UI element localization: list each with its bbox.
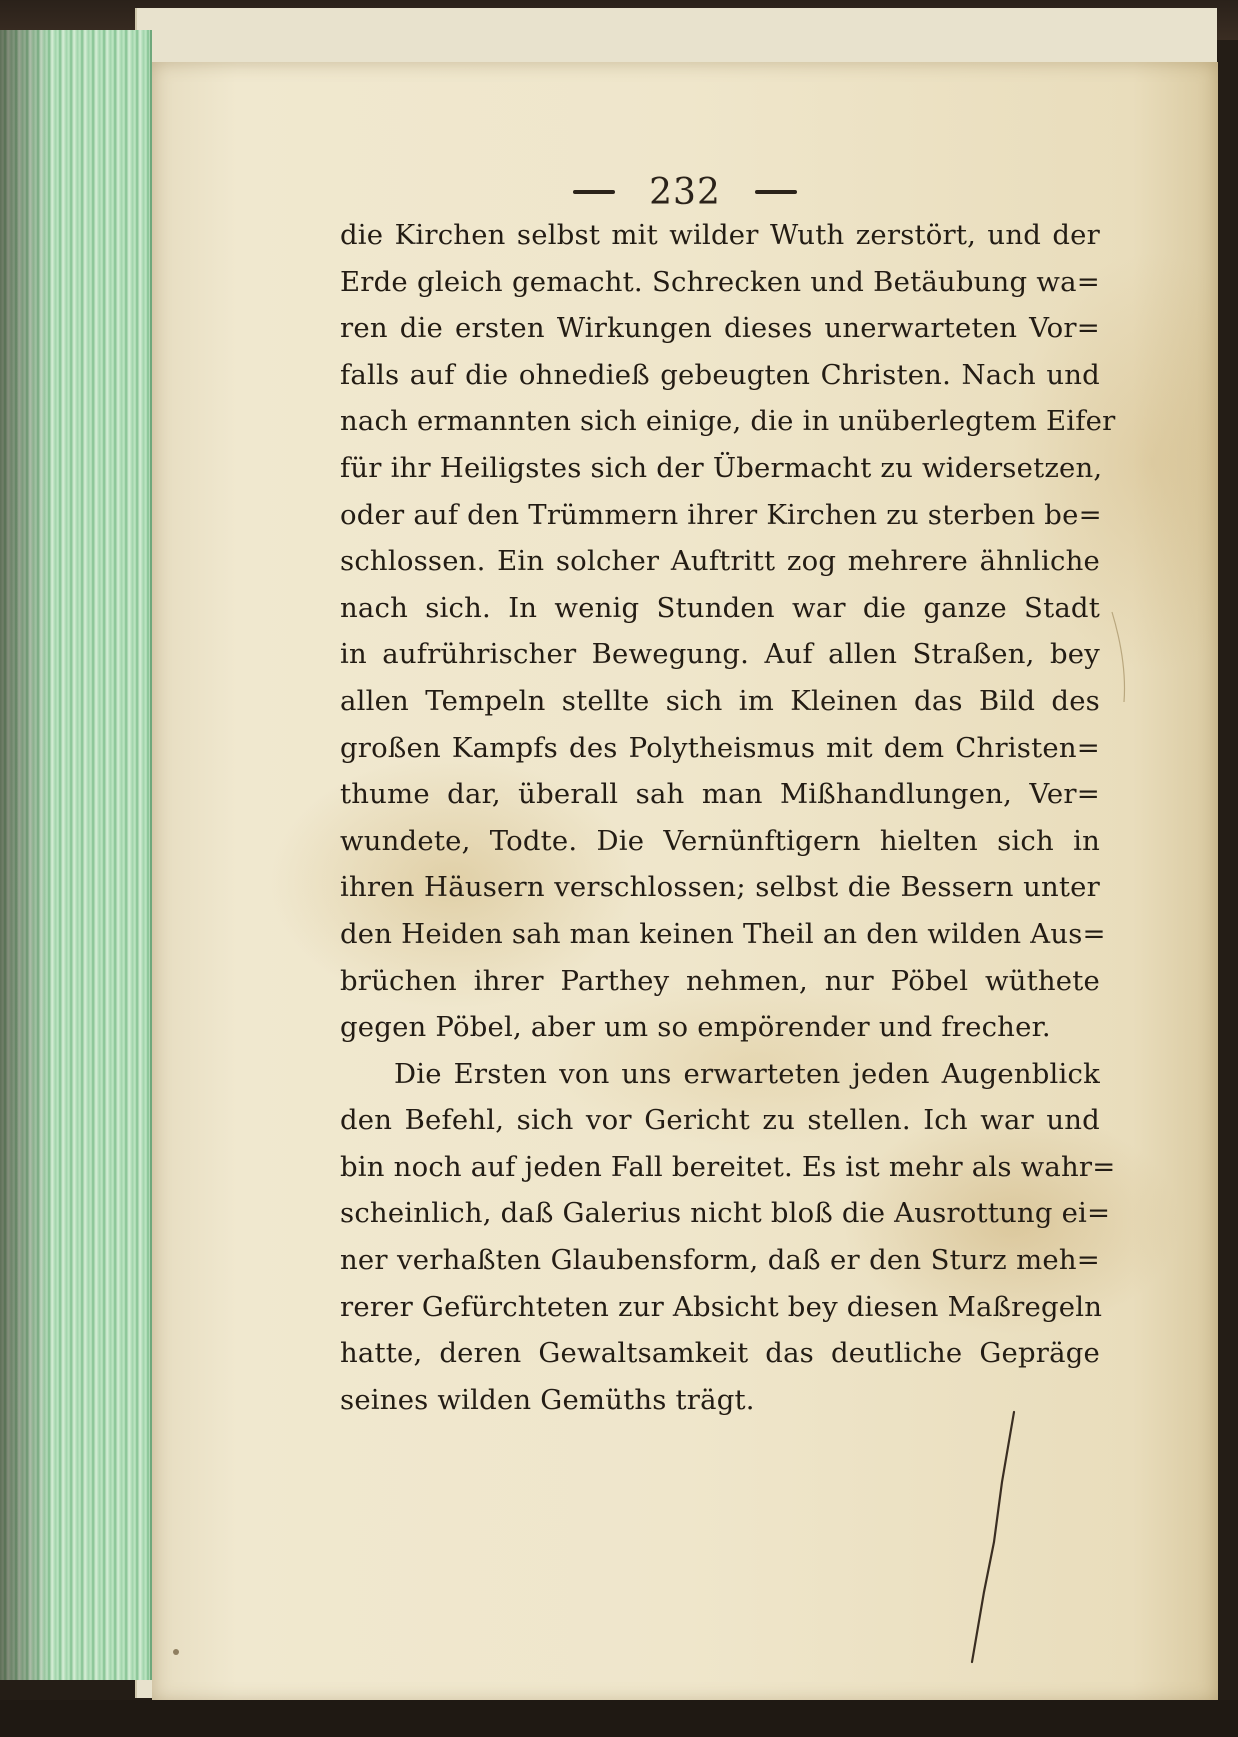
text-line: brüchen ihrer Parthey nehmen, nur Pöbel wüthete [340, 964, 1100, 997]
text-line: großen Kampfs des Polytheismus mit dem Christen= [340, 731, 1100, 764]
header-dash-right [755, 190, 797, 194]
page-number: 232 [649, 171, 721, 213]
text-line: allen Tempeln stellte sich im Kleinen das Bild des [340, 684, 1100, 717]
page-edges-shadow [0, 30, 150, 1680]
header-dash-left [573, 190, 615, 194]
text-line: Die Ersten von uns erwarteten jeden Augenblick [394, 1057, 1100, 1090]
text-line: für ihr Heiligstes sich der Übermacht zu widersetzen, [340, 451, 1103, 484]
text-line: nach ermannten sich einige, die in unüberlegtem Eifer [340, 405, 1116, 438]
text-line: wundete, Todte. Die Vernünftigern hielten sich in [340, 824, 1100, 857]
text-line: ihren Häusern verschlossen; selbst die Bessern unter [340, 871, 1100, 904]
text-line: ner verhaßten Glaubensform, daß er den Sturz meh= [340, 1244, 1100, 1277]
text-line: scheinlich, daß Galerius nicht bloß die Ausrottung ei= [340, 1197, 1111, 1230]
text-line: nach sich. In wenig Stunden war die ganze Stadt [340, 591, 1100, 624]
text-line: in aufrührischer Bewegung. Auf allen Straßen, bey [340, 638, 1100, 671]
text-line: rerer Gefürchteten zur Absicht bey diesen Maßregeln [340, 1290, 1103, 1323]
text-line: gegen Pöbel, aber um so empörender und frecher. [340, 1011, 1051, 1044]
text-line: thume dar, überall sah man Mißhandlungen, Ver= [340, 778, 1100, 811]
text-line: bin noch auf jeden Fall bereitet. Es ist mehr als wahr= [340, 1150, 1116, 1183]
text-line: falls auf die ohnedieß gebeugten Christen. Nach und [340, 358, 1100, 391]
book-bottom-edge [0, 1700, 1238, 1737]
text-line: hatte, deren Gewaltsamkeit das deutliche Gepräge [340, 1337, 1100, 1370]
text-line: Erde gleich gemacht. Schrecken und Betäubung wa= [340, 265, 1100, 298]
book-page [152, 62, 1218, 1702]
text-line: den Heiden sah man keinen Theil an den wilden Aus= [340, 917, 1106, 950]
text-line: den Befehl, sich vor Gericht zu stellen. Ich war und [340, 1104, 1100, 1137]
text-line: seines wilden Gemüths trägt. [340, 1383, 755, 1416]
text-line: schlossen. Ein solcher Auftritt zog mehrere ähnliche [340, 545, 1100, 578]
text-line: oder auf den Trümmern ihrer Kirchen zu sterben be= [340, 498, 1102, 531]
body-text [340, 212, 1116, 1423]
text-line: die Kirchen selbst mit wilder Wuth zerstört, und der [340, 219, 1100, 251]
text-line: ren die ersten Wirkungen dieses unerwarteten Vor= [340, 312, 1100, 345]
